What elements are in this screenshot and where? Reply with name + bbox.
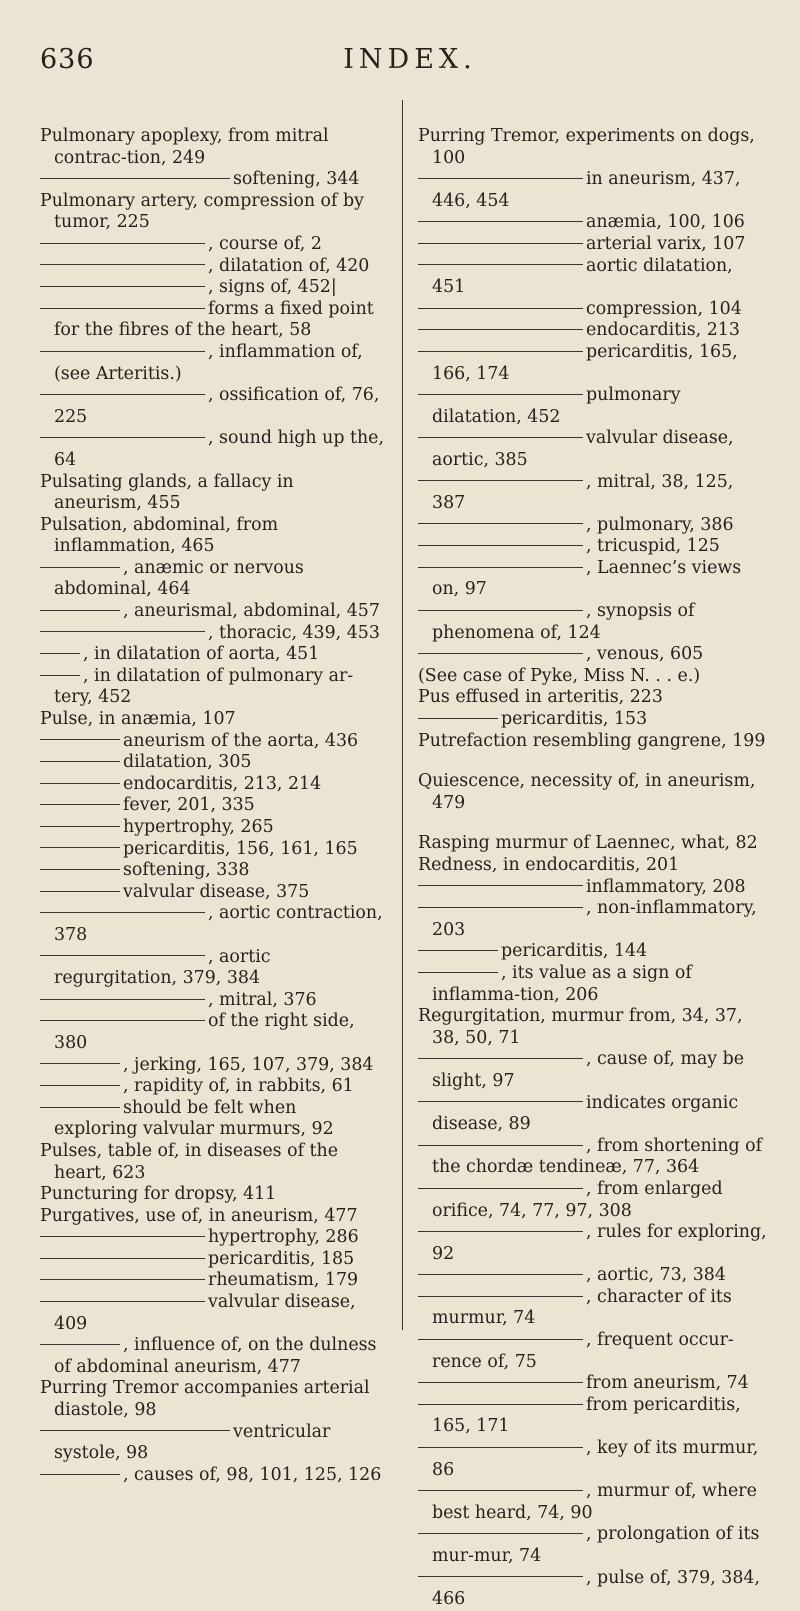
index-entry: [432, 1222, 770, 1265]
ditto-rule: [418, 1447, 583, 1448]
index-entry-text: Rasping murmur of Laennec, what, 82: [418, 833, 758, 854]
index-entry: [54, 1422, 385, 1465]
index-entry: [54, 882, 385, 904]
ditto-rule: [40, 1279, 205, 1280]
index-column-right: [418, 126, 770, 1611]
index-entry-text: , thoracic, 439, 453: [208, 622, 380, 643]
index-entry-text: fever, 201, 335: [123, 795, 255, 816]
index-entry: [54, 1055, 385, 1077]
index-entry-text: valvular disease, 375: [123, 881, 310, 902]
index-entry-text: , rules for exploring, 92: [432, 1222, 767, 1264]
ditto-rule: [40, 567, 120, 568]
index-entry-text: endocarditis, 213, 214: [123, 773, 322, 794]
ditto-rule: [418, 329, 583, 330]
index-entry: [418, 1006, 770, 1049]
ditto-rule: [418, 885, 583, 886]
index-entry-text: aneurism of the aorta, 436: [123, 730, 359, 751]
index-entry: [432, 1287, 770, 1330]
index-entry: [432, 1395, 770, 1438]
index-entry-text: , influence of, on the dulness of abdominal aneurism, 477: [54, 1335, 377, 1377]
index-entry-text: (See case of Pyke, Miss N. . . e.): [418, 665, 701, 686]
index-entry-text: , venous, 605: [586, 644, 704, 665]
index-entry-text: hypertrophy, 286: [208, 1227, 359, 1248]
index-entry: [54, 903, 385, 946]
index-entry: [40, 1140, 385, 1184]
index-entry-text: pericarditis, 153: [501, 709, 648, 730]
ditto-rule: [40, 1236, 205, 1237]
index-entry-text: Purring Tremor accompanies arterial diastole, 98: [40, 1378, 370, 1421]
index-entry: [432, 1568, 770, 1611]
index-entry-text: , course of, 2: [208, 233, 322, 254]
index-entry: [432, 898, 770, 941]
index-entry-text: Pulsation, abdominal, from inflammation, 465: [40, 514, 279, 557]
index-entry-text: valvular disease, aortic, 385: [432, 428, 734, 470]
ditto-rule: [418, 1274, 583, 1275]
ditto-rule: [418, 1101, 583, 1102]
ditto-rule: [40, 869, 120, 870]
column-divider: [402, 100, 403, 1330]
ditto-rule: [418, 718, 498, 719]
index-entry-text: , mitral, 376: [208, 989, 317, 1010]
ditto-rule: [418, 480, 583, 481]
index-entry: [54, 1249, 385, 1271]
index-entry-text: , aortic regurgitation, 379, 384: [54, 946, 271, 989]
index-entry-text: arterial varix, 107: [586, 233, 746, 254]
index-entry: [418, 665, 770, 688]
ditto-rule: [40, 351, 205, 352]
page-number: 636: [40, 44, 95, 75]
index-entry: [54, 947, 385, 990]
index-entry: [54, 1076, 385, 1098]
index-entry-text: , ossification of, 76, 225: [54, 385, 380, 427]
ditto-rule: [40, 653, 80, 654]
index-entry-text: , anæmic or nervous abdominal, 464: [54, 557, 304, 600]
index-entry-text: Pulse, in anæmia, 107: [40, 709, 236, 730]
index-entry-text: Purring Tremor, experiments on dogs, 100: [418, 126, 755, 168]
ditto-rule: [418, 394, 583, 395]
index-entry: [54, 623, 385, 645]
index-entry-text: , synopsis of phenomena of, 124: [432, 601, 695, 643]
index-entry-text: in aneurism, 437, 446, 454: [432, 169, 741, 211]
index-entry-text: , inflammation of, (see Arteritis.): [54, 341, 363, 384]
index-entry-text: Putrefaction resembling gangrene, 199: [418, 730, 766, 751]
ditto-rule: [418, 1382, 583, 1383]
index-entry: [54, 1011, 385, 1054]
index-entry: [54, 860, 385, 882]
index-entry: [418, 833, 770, 855]
index-entry: [418, 771, 770, 814]
ditto-rule: [40, 891, 120, 892]
ditto-rule: [40, 999, 205, 1000]
index-entry-text: Purgatives, use of, in aneurism, 477: [40, 1205, 358, 1226]
index-entry: [40, 709, 385, 731]
index-entry: [432, 963, 770, 1006]
ditto-rule: [418, 178, 583, 179]
ditto-rule: [40, 804, 120, 805]
page-title: INDEX.: [343, 44, 477, 75]
index-entry: [40, 1378, 385, 1421]
index-entry: [54, 731, 385, 753]
index-entry: [54, 752, 385, 774]
index-entry: [40, 126, 385, 169]
index-entry-text: anæmia, 100, 106: [586, 212, 745, 233]
index-entry: [432, 558, 770, 601]
index-entry: [432, 1373, 770, 1395]
index-entry-text: , aneurismal, abdominal, 457: [123, 601, 380, 622]
index-entry: [432, 428, 770, 471]
index-entry-text: softening, 338: [123, 860, 250, 881]
ditto-rule: [40, 610, 120, 611]
ditto-rule: [40, 955, 205, 956]
ditto-rule: [40, 675, 80, 676]
index-entry: [54, 1335, 385, 1378]
index-entry: [432, 877, 770, 899]
index-entry-text: of the right side, 380: [54, 1011, 355, 1053]
index-entry: [54, 234, 385, 256]
index-entry: [54, 1098, 385, 1141]
index-entry-text: , frequent occur-rence of, 75: [432, 1330, 734, 1372]
index-entry: [54, 839, 385, 861]
index-entry-text: , rapidity of, in rabbits, 61: [123, 1076, 354, 1097]
index-entry-text: valvular disease, 409: [54, 1292, 356, 1334]
index-entry: [432, 256, 770, 299]
index-entry: [432, 941, 770, 963]
ditto-rule: [40, 437, 205, 438]
index-entry-text: from aneurism, 74: [586, 1373, 749, 1394]
index-entry-text: , prolongation of its mur-mur, 74: [432, 1524, 760, 1566]
index-entry-text: , key of its murmur, 86: [432, 1438, 759, 1480]
index-column-left: [40, 126, 385, 1486]
index-entry-text: aortic dilatation, 451: [432, 255, 733, 298]
ditto-rule: [40, 783, 120, 784]
index-entry: [54, 169, 385, 191]
ditto-rule: [418, 264, 583, 265]
ditto-rule: [418, 308, 583, 309]
ditto-rule: [40, 286, 205, 287]
index-entry: [40, 190, 385, 234]
index-entry-text: Puncturing for dropsy, 411: [40, 1184, 277, 1205]
index-entry-text: , mitral, 38, 125, 387: [432, 471, 734, 514]
index-entry-text: pericarditis, 185: [208, 1248, 355, 1269]
index-entry-text: Pulsating glands, a fallacy in aneurism, 455: [40, 471, 294, 514]
ditto-rule: [418, 1490, 583, 1491]
ditto-rule: [40, 1344, 120, 1345]
ditto-rule: [418, 1058, 583, 1059]
index-entry: [54, 774, 385, 796]
index-entry-text: rheumatism, 179: [208, 1270, 359, 1291]
index-entry: [418, 855, 770, 877]
index-entry-text: Quiescence, necessity of, in aneurism, 479: [418, 771, 756, 813]
ditto-rule: [418, 243, 583, 244]
index-entry: [54, 817, 385, 839]
ditto-rule: [418, 1576, 583, 1577]
index-entry-text: indicates organic disease, 89: [432, 1092, 739, 1135]
index-entry-text: , from shortening of the chordæ tendineæ, 77, 364: [432, 1135, 763, 1178]
ditto-rule: [40, 631, 205, 632]
index-entry-text: , its value as a sign of inflamma-tion, 206: [432, 962, 692, 1005]
ditto-rule: [418, 1404, 583, 1405]
index-entry-text: pulmonary dilatation, 452: [432, 385, 681, 427]
ditto-rule: [418, 1145, 583, 1146]
ditto-rule: [418, 972, 498, 973]
index-entry: [432, 1265, 770, 1287]
ditto-rule: [418, 545, 583, 546]
index-entry-text: pericarditis, 144: [501, 941, 648, 962]
index-entry-text: , in dilatation of pulmonary ar-tery, 452: [54, 665, 354, 708]
ditto-rule: [418, 351, 583, 352]
index-entry-text: compression, 104: [586, 298, 742, 319]
ditto-rule: [40, 1107, 120, 1108]
index-entry: [432, 299, 770, 321]
index-entry: [432, 1093, 770, 1136]
index-entry: [432, 1049, 770, 1092]
index-entry-text: should be felt when exploring valvular murmurs, 92: [54, 1097, 334, 1140]
index-entry-text: inflammatory, 208: [586, 876, 746, 897]
ditto-rule: [418, 1339, 583, 1340]
ditto-rule: [40, 761, 120, 762]
index-entry-text: Pus effused in arteritis, 223: [418, 687, 663, 708]
index-entry: [54, 385, 385, 428]
index-entry: [432, 1438, 770, 1481]
ditto-rule: [40, 243, 205, 244]
ditto-rule: [40, 1020, 205, 1021]
index-entry: [54, 1227, 385, 1249]
ditto-rule: [40, 1474, 120, 1475]
ditto-rule: [40, 1301, 205, 1302]
index-entry-text: , pulmonary, 386: [586, 514, 734, 535]
index-entry-text: Regurgitation, murmur from, 34, 37, 38, 50, 71: [418, 1006, 743, 1048]
index-entry: [432, 212, 770, 234]
index-entry-text: pericarditis, 165, 166, 174: [432, 341, 738, 384]
index-entry-text: Pulmonary artery, compression of by tumor, 225: [40, 190, 364, 233]
index-entry: [40, 1205, 385, 1228]
ditto-rule: [418, 567, 583, 568]
index-entry: [54, 990, 385, 1012]
index-entry: [432, 342, 770, 385]
index-entry: [432, 1524, 770, 1567]
index-entry-text: pericarditis, 156, 161, 165: [123, 838, 358, 859]
index-entry-text: , Laennec’s views on, 97: [432, 557, 742, 600]
index-entry-text: , cause of, may be slight, 97: [432, 1049, 745, 1091]
ditto-rule: [418, 1533, 583, 1534]
ditto-rule: [418, 523, 583, 524]
index-entry-text: , tricuspid, 125: [586, 536, 720, 557]
index-entry: [54, 558, 385, 601]
index-entry: [54, 666, 385, 709]
index-entry-text: , pulse of, 379, 384, 466: [432, 1567, 761, 1610]
index-entry: [432, 644, 770, 666]
index-entry: [418, 687, 770, 709]
index-entry: [54, 795, 385, 817]
ditto-rule: [418, 653, 583, 654]
index-entry: [54, 644, 385, 666]
ditto-rule: [418, 1231, 583, 1232]
ditto-rule: [40, 1085, 120, 1086]
index-entry: [432, 1179, 770, 1222]
index-entry: [432, 385, 770, 428]
index-entry-text: , aortic, 73, 384: [586, 1265, 726, 1286]
ditto-rule: [418, 907, 583, 908]
index-entry-text: hypertrophy, 265: [123, 817, 274, 837]
index-entry-text: , non-inflammatory, 203: [432, 898, 757, 940]
index-entry: [432, 515, 770, 537]
ditto-rule: [40, 1258, 205, 1259]
index-entry-text: Redness, in endocarditis, 201: [418, 855, 680, 875]
index-entry: [432, 536, 770, 558]
ditto-rule: [40, 394, 205, 395]
page-header: [40, 44, 780, 84]
index-entry: [54, 1270, 385, 1292]
ditto-rule: [418, 1188, 583, 1189]
index-entry: [54, 342, 385, 385]
ditto-rule: [40, 912, 205, 913]
index-entry-text: , character of its murmur, 74: [432, 1286, 732, 1329]
index-entry: [432, 320, 770, 342]
index-entry: [54, 277, 385, 299]
ditto-rule: [418, 950, 498, 951]
index-entry-text: ventricular systole, 98: [54, 1421, 331, 1464]
index-entry: [432, 234, 770, 256]
index-entry-text: , in dilatation of aorta, 451: [83, 644, 320, 665]
ditto-rule: [40, 847, 120, 848]
index-entry-text: forms a fixed point for the fibres of the heart, 58: [54, 298, 374, 341]
index-entry: [432, 601, 770, 644]
index-entry: [418, 126, 770, 169]
index-entry-text: , jerking, 165, 107, 379, 384: [123, 1054, 374, 1075]
index-entry: [54, 1292, 385, 1335]
index-entry: [54, 256, 385, 278]
index-entry-text: , causes of, 98, 101, 125, 126: [123, 1464, 382, 1485]
index-entry: [40, 514, 385, 558]
index-entry-text: , sound high up the, 64: [54, 428, 385, 470]
index-entry: [54, 299, 385, 342]
index-entry-text: softening, 344: [233, 169, 360, 190]
index-entry: [54, 1465, 385, 1487]
index-entry: [432, 709, 770, 731]
ditto-rule: [418, 610, 583, 611]
ditto-rule: [418, 221, 583, 222]
index-entry-text: , murmur of, where best heard, 74, 90: [432, 1481, 757, 1523]
index-entry-text: , from enlarged orifice, 74, 77, 97, 308: [432, 1178, 723, 1221]
index-entry-text: dilatation, 305: [123, 752, 252, 773]
ditto-rule: [40, 178, 230, 179]
index-entry-text: , aortic contraction, 378: [54, 903, 383, 945]
ditto-rule: [40, 739, 120, 740]
index-entry-text: endocarditis, 213: [586, 320, 740, 341]
ditto-rule: [40, 308, 205, 309]
ditto-rule: [40, 1063, 120, 1064]
index-entry: [432, 169, 770, 212]
index-entry: [40, 471, 385, 515]
index-entry-text: Pulses, table of, in diseases of the heart, 623: [40, 1140, 339, 1183]
index-entry: [54, 601, 385, 623]
ditto-rule: [40, 826, 120, 827]
index-entry-text: , signs of, 452|: [208, 277, 337, 298]
index-entry: [418, 730, 770, 753]
index-entry: [432, 1330, 770, 1373]
ditto-rule: [40, 1430, 230, 1431]
index-entry: [54, 428, 385, 471]
index-entry-text: Pulmonary apoplexy, from mitral contrac-tion, 249: [40, 126, 329, 168]
index-entry: [432, 1136, 770, 1179]
index-entry-text: from pericarditis, 165, 171: [432, 1394, 741, 1437]
index-entry: [40, 1184, 385, 1206]
ditto-rule: [418, 437, 583, 438]
index-entry: [432, 472, 770, 515]
index-entry: [432, 1481, 770, 1524]
ditto-rule: [40, 264, 205, 265]
index-entry-text: , dilatation of, 420: [208, 255, 370, 276]
ditto-rule: [418, 1296, 583, 1297]
